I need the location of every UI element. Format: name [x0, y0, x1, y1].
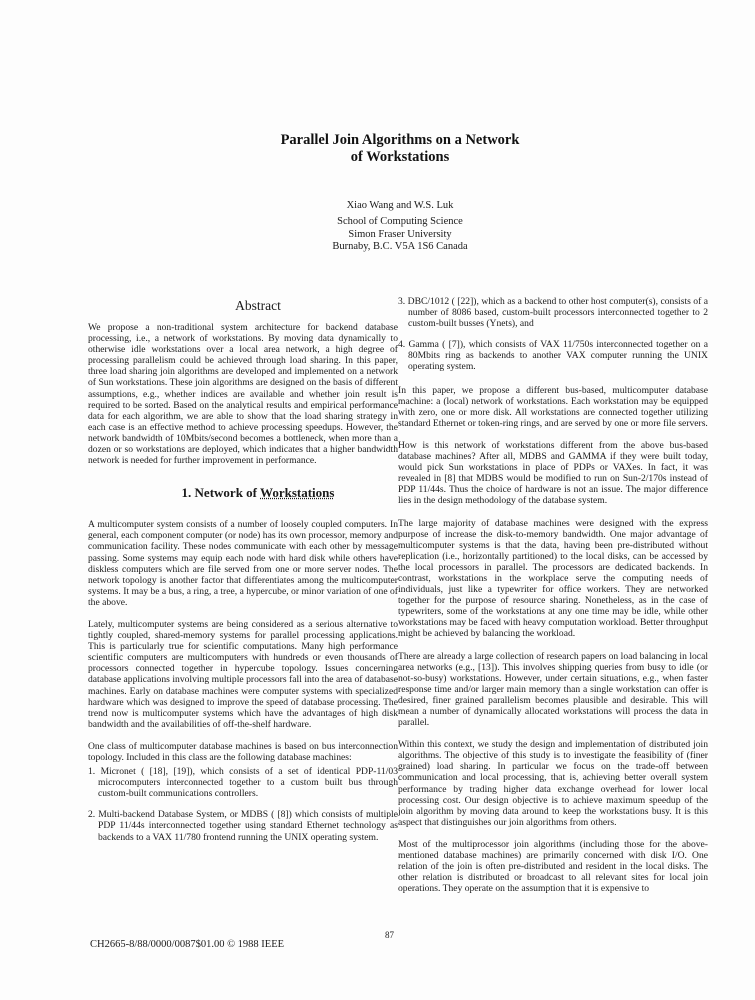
paragraph: A multicomputer system consists of a number of loosely coupled computers. In general, each component computer (or node) has its own processor, memory and communication facility. These nodes communicate with each other by message passing. Some systems may equip each node with hard disk while others have diskless computers which are file served from one or more server nodes. The network topology is another factor that differentiates among the multicomputer systems. It may be a bus, a ring, a tree, a hypercube, or minor variation of one of the above.: [88, 519, 398, 608]
authors: Xiao Wang and W.S. Luk: [346, 200, 454, 211]
title-line-1: Parallel Join Algorithms on a Network: [280, 132, 520, 148]
left-column: [88, 298, 398, 854]
abstract-text: We propose a non-traditional system architecture for backend database processing, i.e., a network of workstations. By moving data dynamically to otherwise idle workstations over a local area network, a high degree of processing parallelism could be achieved through load sharing. In this paper, three load sharing join algorithms are developed and implemented on a network of Sun workstations. These join algorithms are designed on the basis of different assumptions, e.g., whether indices are available and whether join result is required to be sorted. Based on the analytical results and empirical performance data for each algorithm, we are able to show that the load sharing strategy in each case is an effective method to achieve processing speedups. However, the network bandwidth of 10Mbits/second becomes a bottleneck, when more than a dozen or so workstations are deployed, which indicates that a higher bandwidth network is needed for further improvement in performance.: [88, 322, 398, 467]
paragraph: Lately, multicomputer systems are being considered as a serious alternative to tightly coupled, shared-memory systems for parallel processing applications. This is particularly true for scientific computations. Many high performance scientific computers are multicomputers with hundreds or even thousands of processors connected together in hypercube topology. Issues concerning database applications involving multiple processors fall into the area of database machines. Early on database machines were computer systems with specialized hardware which was designed to improve the speed of database processing. The trend now is multicomputer systems which have the advantages of high disk bandwidth and the availabilities of off-the-shelf hardware.: [88, 618, 398, 730]
section-heading-prefix: 1. Network of: [181, 485, 261, 501]
right-column: [398, 296, 708, 905]
list-item: 1. Micronet ( [18], [19]), which consists of a set of identical PDP-11/03 microcomputers interconnected together to a custom built bus through custom-built communications controllers.: [88, 766, 398, 800]
paragraph: One class of multicomputer database machines is based on bus interconnection topology. Included in this class are the following database machines:: [88, 740, 398, 763]
paragraph: The large majority of database machines were designed with the express purpose of increase the disk-to-memory bandwidth. One major advantage of multicomputer systems is that the data, having been pre-distributed without replication (i.e., horizontally partitioned) to the local disks, can be accessed by the local processors in parallel. The processors are dedicated backends. In contrast, workstations in the workplace serve the computing needs of individuals, just like a typewriter for office workers. They are networked together for the purpose of resource sharing. Nonetheless, as in the case of typewriters, some of the workstations at any one time may be idle, while other workstations may be faced with heavy computation workload. Better throughput might be achieved by balancing the workload.: [398, 517, 708, 640]
list-item: 3. DBC/1012 ( [22]), which as a backend to other host computer(s), consists of a number of 8086 based, custom-built processors interconnected together to 2 custom-built busses (Ynets), and: [398, 296, 708, 330]
section-heading: [118, 485, 398, 501]
list-item: 2. Multi-backend Database System, or MDBS ( [8]) which consists of multiple PDP 11/44s interconnected together using standard Ethernet technology as backends to a VAX 11/780 frontend running the UNIX operating system.: [88, 809, 398, 843]
paragraph: There are already a large collection of research papers on load balancing in local area networks (e.g., [13]). This involves shipping queries from busy to idle (or not-so-busy) workstations. However, under certain situations, e.g., when faster response time and/or larger main memory than a single workstation can offer is desired, finer grained parallelism becomes plausible and desirable. This will mean a number of dynamically allocated workstations will process the data in parallel.: [398, 650, 708, 729]
paragraph: In this paper, we propose a different bus-based, multicomputer database machine: a (local) network of workstations. Each workstation may be equipped with zero, one or more disk. All workstations are connected together utilizing standard Ethernet or token-ring rings, and are served by one or more file servers.: [398, 384, 708, 429]
paper-title: [200, 132, 600, 166]
paragraph: How is this network of workstations different from the above bus-based database machines? After all, MDBS and GAMMA if they were built today, would pick Sun workstations in place of PDPs or VAXes. In fact, it was revealed in [8] that MDBS would be modified to run on Sun-2/170s instead of PDP 11/44s. Thus the choice of hardware is not an issue. The major difference lies in the design methodology of the database system.: [398, 439, 708, 507]
database-machine-list: [88, 766, 398, 843]
affiliation-line: Burnaby, B.C. V5A 1S6 Canada: [332, 241, 468, 252]
affiliation: [200, 216, 600, 254]
title-line-2: of Workstations: [350, 149, 450, 165]
copyright-code: CH2665-8/88/0000/0087$01.00 © 1988 IEEE: [90, 939, 285, 950]
abstract-heading: Abstract: [235, 298, 281, 313]
list-item: 4. Gamma ( [7]), which consists of VAX 11/750s interconnected together on a 80Mbits ring as backends to another VAX computer running the UNIX operating system.: [398, 339, 708, 373]
paragraph: Within this context, we study the design and implementation of distributed join algorithms. The objective of this study is to investigate the feasibility of (finer grained) load sharing. In particular we focus on the trade-off between communication and local processing, that is, achieving better overall system performance by trading higher data exchange overhead for lower local processing cost. Our design objective is to achieve maximum speedup of the join algorithm by moving data around to keep the workstations busy. It is this aspect that distinguishes our join algorithms from others.: [398, 739, 708, 828]
paragraph: Most of the multiprocessor join algorithms (including those for the above-mentioned database machines) are primarily concerned with disk I/O. One relation of the join is often pre-distributed and resident in the local disks. The other relation is distributed or broadcast to all relevant sites for local join operations. They operate on the assumption that it is expensive to: [398, 838, 708, 895]
page-number: 87: [385, 930, 394, 940]
section-heading-underlined: Workstations: [260, 485, 335, 501]
affiliation-line: School of Computing Science: [337, 216, 463, 227]
affiliation-line: Simon Fraser University: [348, 228, 452, 240]
database-machine-list-continued: [398, 296, 708, 373]
